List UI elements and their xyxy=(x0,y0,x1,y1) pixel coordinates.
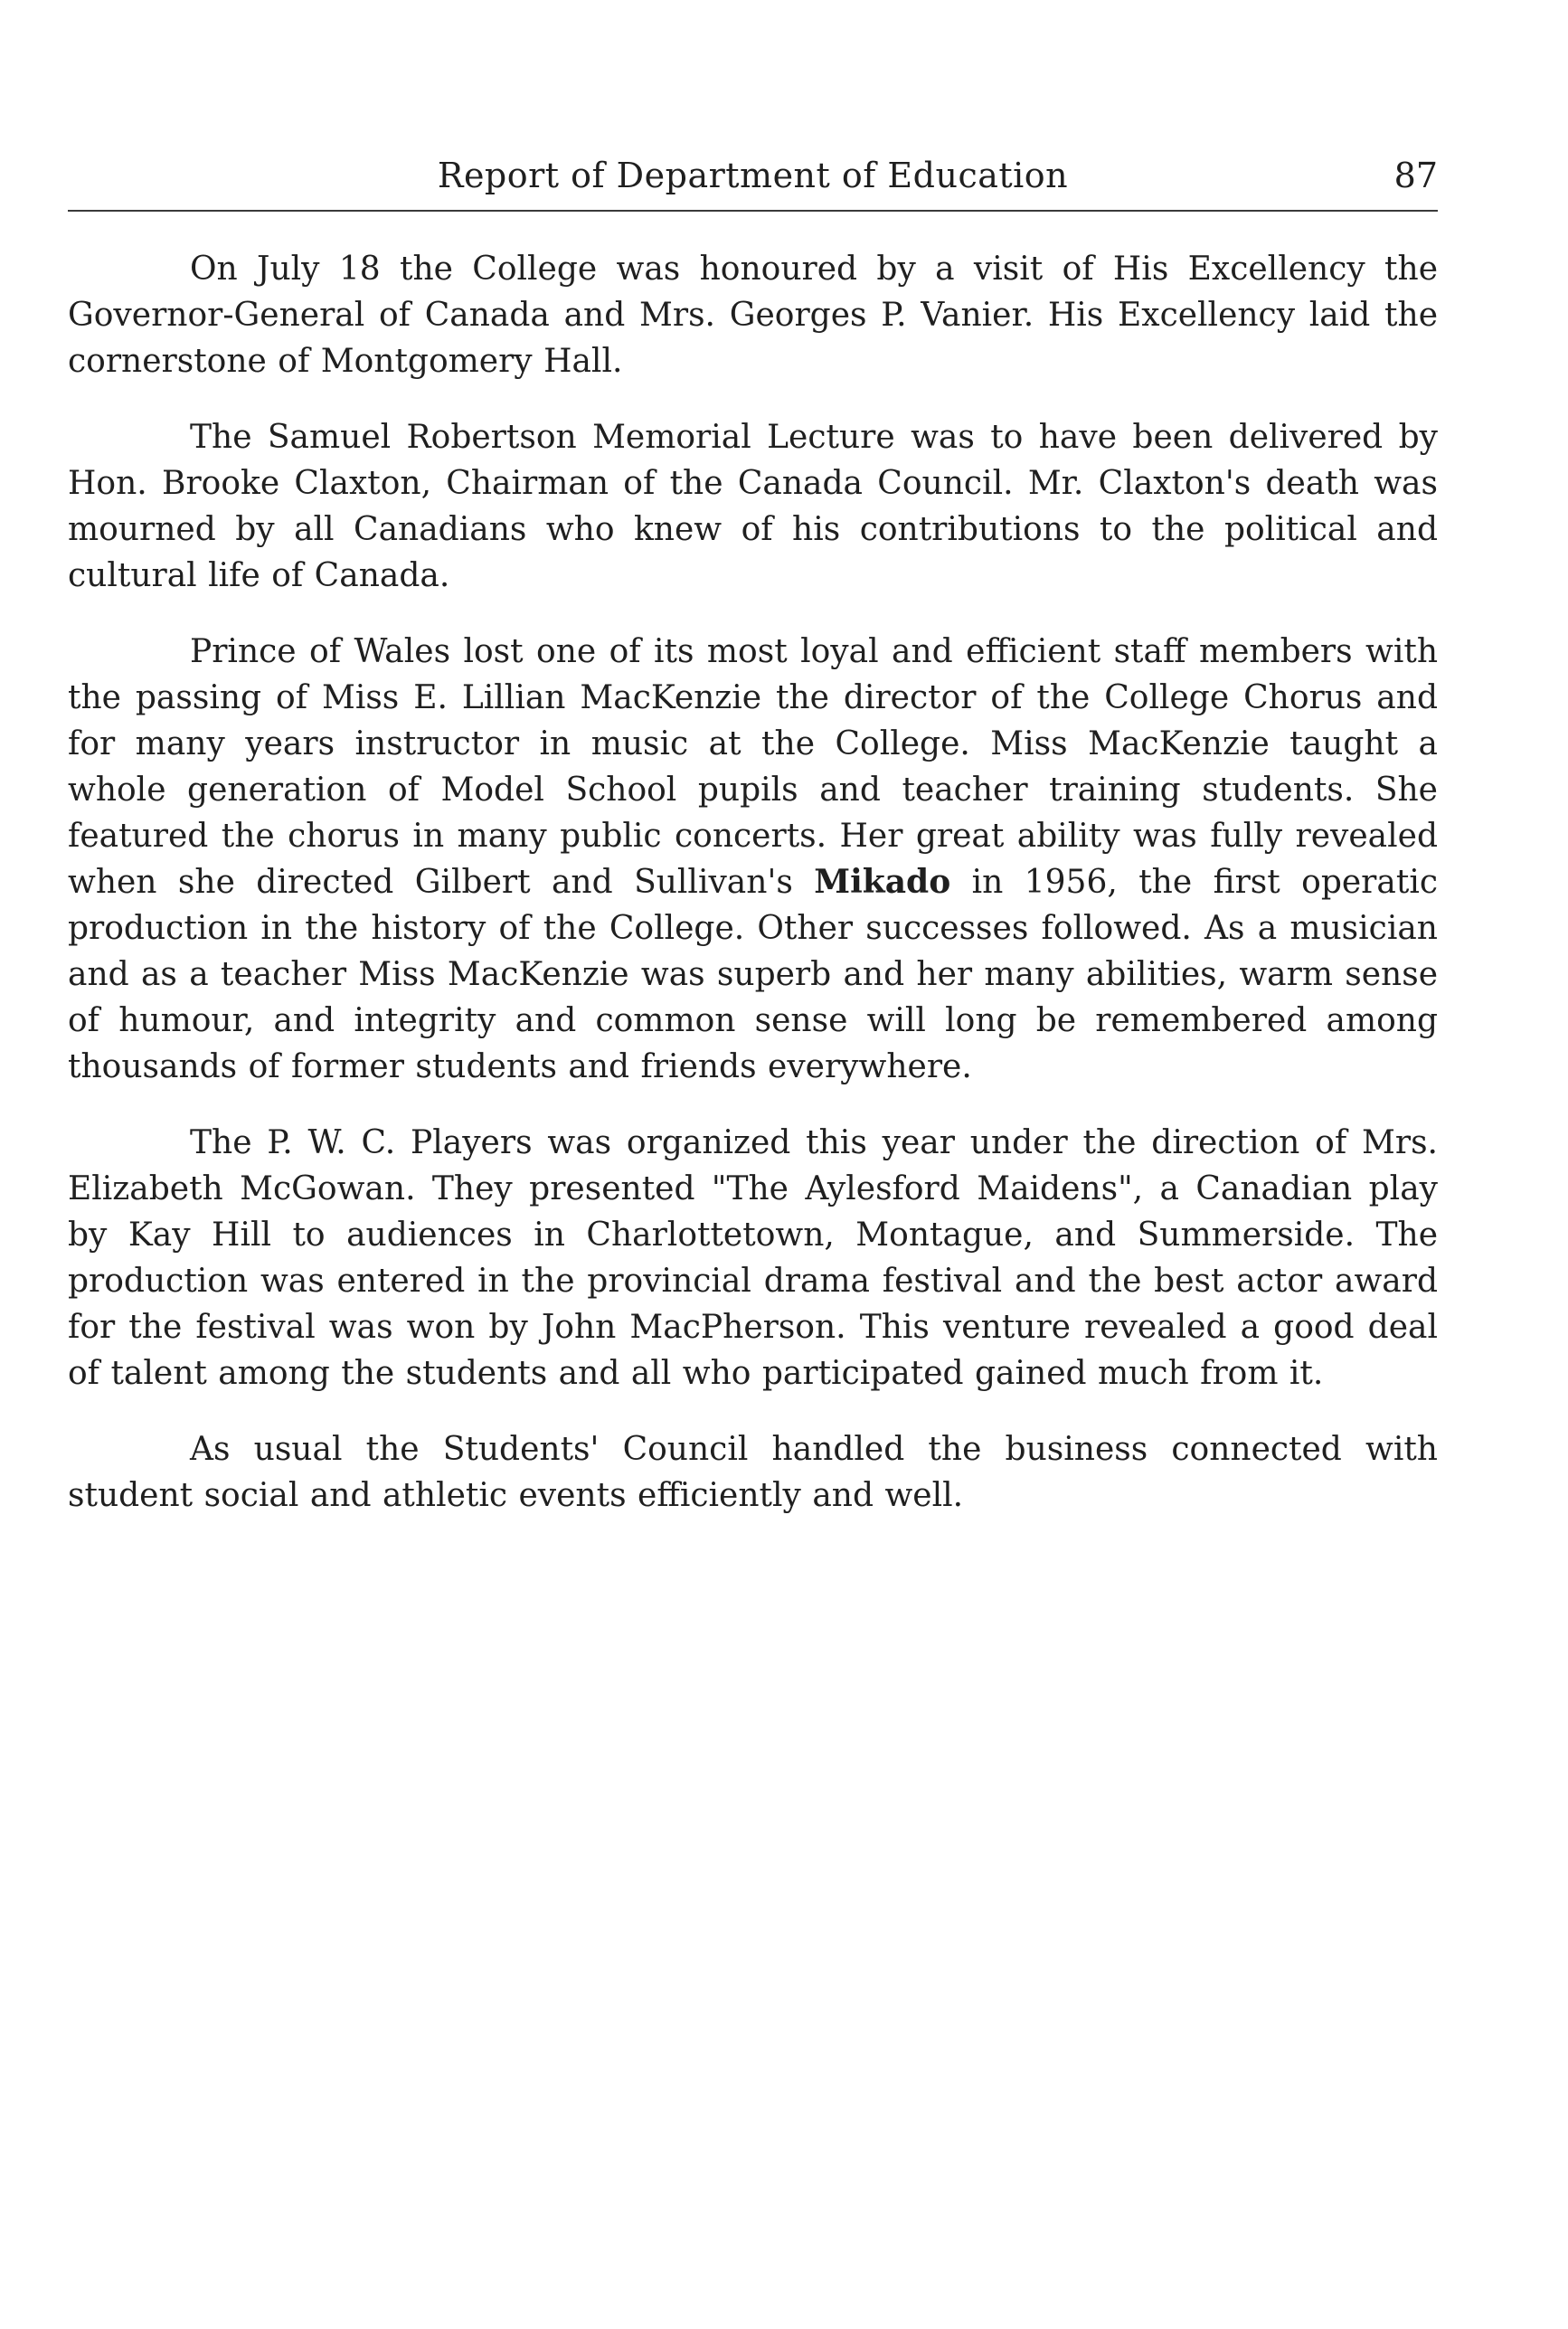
paragraph-miss-mackenzie xyxy=(68,629,1438,1090)
page-number: 87 xyxy=(1393,156,1438,195)
paragraph-governor-general-visit: On July 18 the College was honoured by a visit of His Excellency the Governor-General of Canada and Mrs. Georges P. Vanier. His Excellency laid the cornerstone of Montgomery Hall. xyxy=(68,251,1438,380)
paragraph-text-part: Prince of Wales lost one of its most loyal and efficient staff members with the passing of Miss E. Lillian MacKenzie the director of the College Chorus and for many years instructor in music at the College. Miss MacKenzie taught a whole generation of Model School pupils and teacher training students. She featured the chorus in many public concerts. Her great ability was fully revealed when she directed Gilbert and Sullivan's xyxy=(68,633,1438,901)
emphasized-title: Mikado xyxy=(814,863,951,901)
body-text xyxy=(68,246,1438,1519)
paragraph-pwc-players: The P. W. C. Players was organized this year under the direction of Mrs. Elizabeth McGowan. They presented "The Aylesford Maidens", a Canadian play by Kay Hill to audiences in Charlottetown, Montague, and Summerside. The production was entered in the provincial drama festival and the best actor award for the festival was won by John MacPherson. This venture revealed a good deal of talent among the students and all who participated gained much from it. xyxy=(68,1124,1438,1392)
paragraph-students-council: As usual the Students' Council handled the business connected with student social and athletic events efficiently and well. xyxy=(68,1431,1438,1514)
document-page xyxy=(68,145,1438,1548)
paragraph-memorial-lecture: The Samuel Robertson Memorial Lecture was to have been delivered by Hon. Brooke Claxton, Chairman of the Canada Council. Mr. Claxton's death was mourned by all Canadians who knew of his contributions to the political and cultural life of Canada. xyxy=(68,419,1438,594)
running-header xyxy=(68,145,1438,212)
page-title: Report of Department of Education xyxy=(437,156,1069,195)
paragraph-text-part: in 1956, the first operatic production in the history of the College. Other successes followed. As a musician and as a teacher Miss MacKenzie was superb and her many abilities, warm sense of humour, and integrity and common sense will long be remembered among thousands of former students and friends everywhere. xyxy=(68,864,1438,1085)
